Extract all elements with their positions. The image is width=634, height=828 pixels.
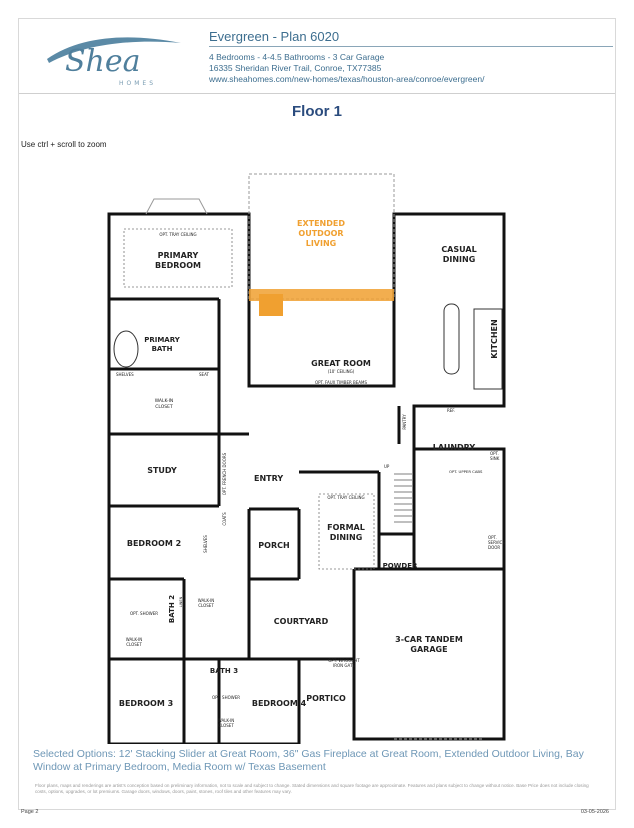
plan-address: 16335 Sheridan River Trail, Conroe, TX77385 bbox=[209, 63, 382, 73]
casual-dining-label bbox=[441, 245, 476, 264]
svg-text:LIVING: LIVING bbox=[305, 239, 337, 248]
svg-text:WALK-IN: WALK-IN bbox=[125, 637, 143, 642]
svg-text:OPT.: OPT. bbox=[488, 535, 497, 540]
svg-text:(10' CEILING): (10' CEILING) bbox=[327, 369, 355, 374]
svg-text:Shea: Shea bbox=[65, 44, 141, 79]
svg-text:CLOSET: CLOSET bbox=[218, 723, 234, 728]
bedroom-3-label: BEDROOM 3 bbox=[118, 699, 174, 708]
bathtub bbox=[114, 331, 138, 367]
svg-text:OPT. FAUX TIMBER BEAMS: OPT. FAUX TIMBER BEAMS bbox=[314, 380, 368, 385]
svg-text:3-CAR TANDEM: 3-CAR TANDEM bbox=[395, 635, 463, 644]
svg-text:PRIMARY: PRIMARY bbox=[144, 336, 180, 344]
seat-label: SEAT bbox=[199, 372, 209, 377]
tray-ceiling-label: OPT. TRAY CEILING bbox=[159, 232, 197, 237]
print-date: 03-05-2026 bbox=[580, 809, 609, 815]
primary-bedroom-label bbox=[155, 251, 201, 270]
plan-url[interactable]: www.sheahomes.com/new-homes/texas/houston-area/conroe/evergreen/ bbox=[209, 74, 485, 84]
svg-text:CLOSET: CLOSET bbox=[155, 405, 173, 410]
opt-french-doors-label: OPT. FRENCH DOORS bbox=[222, 452, 227, 496]
svg-text:GARAGE: GARAGE bbox=[410, 645, 448, 654]
laundry-label: LAUNDRY bbox=[432, 443, 476, 452]
bath-2-label: BATH 2 bbox=[168, 594, 176, 624]
primary-bath-label bbox=[144, 336, 181, 353]
bedroom4-closet-label bbox=[218, 718, 235, 728]
bath2-closet-label bbox=[198, 598, 215, 608]
study-label: STUDY bbox=[147, 466, 177, 475]
svg-text:CLOSET: CLOSET bbox=[126, 642, 142, 647]
opt-shower-3-label: OPT. SHOWER bbox=[211, 695, 241, 700]
outdoor-living-label bbox=[297, 219, 345, 248]
formal-tray-label: OPT. TRAY CEILING bbox=[327, 495, 365, 500]
ref-label: REF. bbox=[447, 408, 456, 413]
bay-window bbox=[146, 199, 207, 214]
bedroom-4-label: BEDROOM 4 bbox=[251, 699, 307, 708]
header bbox=[19, 19, 615, 91]
stairs-up-label: UP bbox=[384, 464, 390, 469]
entry-label: ENTRY bbox=[254, 474, 284, 483]
opt-upper-cabs-label: OPT. UPPER CABS bbox=[449, 469, 483, 474]
svg-text:OPT. WROUGHT: OPT. WROUGHT bbox=[328, 658, 360, 663]
floor-plan[interactable] bbox=[104, 154, 534, 744]
opt-shower-label: OPT. SHOWER bbox=[129, 611, 159, 616]
svg-text:CASUAL: CASUAL bbox=[441, 245, 477, 254]
powder-label: POWDER bbox=[382, 562, 418, 570]
svg-text:FORMAL: FORMAL bbox=[327, 523, 365, 532]
bedroom-2-label: BEDROOM 2 bbox=[126, 539, 182, 548]
formal-dining-label bbox=[327, 523, 365, 542]
header-divider bbox=[19, 93, 615, 94]
kitchen-label: KITCHEN bbox=[490, 319, 499, 359]
portico-label: PORTICO bbox=[306, 694, 346, 703]
zoom-hint: Use ctrl + scroll to zoom bbox=[21, 140, 107, 149]
floor-title: Floor 1 bbox=[291, 103, 342, 120]
pantry-label: PANTRY bbox=[402, 414, 407, 430]
svg-text:OUTDOOR: OUTDOOR bbox=[298, 229, 344, 238]
svg-text:WALK-IN: WALK-IN bbox=[217, 718, 235, 723]
shelves-label: SHELVES bbox=[116, 372, 134, 377]
selected-options: Selected Options: 12' Stacking Slider at Great Room, 36" Gas Fireplace at Great Room, Extended Outdoor Living, Bay Window at Primary Bedroom, Media Room w/ Texas Basement bbox=[33, 748, 584, 773]
svg-text:DINING: DINING bbox=[442, 255, 476, 264]
svg-text:DINING: DINING bbox=[329, 533, 363, 542]
svg-text:GREAT ROOM: GREAT ROOM bbox=[311, 359, 371, 368]
primary-closet-label bbox=[155, 398, 174, 410]
svg-text:BEDROOM: BEDROOM bbox=[155, 261, 201, 270]
svg-text:OPT.: OPT. bbox=[490, 451, 499, 456]
page-number: Page 2 bbox=[21, 809, 39, 815]
plan-title: Evergreen - Plan 6020 bbox=[209, 29, 613, 47]
svg-text:WALK-IN: WALK-IN bbox=[197, 598, 215, 603]
courtyard-label: COURTYARD bbox=[273, 617, 329, 626]
fireplace-icon bbox=[259, 294, 283, 316]
linen-label: LINEN bbox=[179, 596, 183, 608]
svg-text:WALK-IN: WALK-IN bbox=[154, 399, 174, 404]
svg-text:IRON GATE: IRON GATE bbox=[333, 663, 355, 668]
disclaimer: Floor plans, maps and renderings are artist's conception based on preliminary information, not to scale and subject to change. Stated dimensions and square footage are approximate. Features and plans subject to change without notice. Base Price does not include closing costs, options, upgrades, or lot premiums. Garage doors, windows, doors, paint, stones, roof tiles and other features may vary. bbox=[35, 783, 589, 794]
svg-text:CLOSET: CLOSET bbox=[198, 603, 214, 608]
svg-text:PRIMARY: PRIMARY bbox=[157, 251, 199, 260]
bedroom3-closet-label bbox=[126, 637, 143, 647]
shelves-2-label: SHELVES bbox=[203, 535, 208, 553]
svg-text:HOMES: HOMES bbox=[119, 80, 157, 87]
svg-text:DOOR: DOOR bbox=[488, 545, 501, 550]
shea-homes-logo bbox=[41, 25, 191, 89]
svg-text:SINK: SINK bbox=[490, 456, 500, 461]
plan-specs: 4 Bedrooms - 4-4.5 Bathrooms - 3 Car Garage bbox=[209, 52, 385, 62]
garage-label bbox=[395, 635, 463, 654]
svg-text:EXTENDED: EXTENDED bbox=[297, 219, 345, 228]
coats-label: COATS bbox=[222, 512, 227, 526]
opt-sink-label bbox=[490, 451, 500, 461]
great-room-label bbox=[311, 359, 371, 385]
svg-text:BATH: BATH bbox=[151, 345, 173, 353]
brochure-page bbox=[18, 18, 616, 815]
kitchen-island bbox=[444, 304, 459, 374]
bath-3-label: BATH 3 bbox=[209, 667, 239, 675]
porch-label: PORCH bbox=[258, 541, 290, 550]
svg-text:SERVICE: SERVICE bbox=[488, 540, 505, 545]
stairs bbox=[394, 474, 412, 522]
